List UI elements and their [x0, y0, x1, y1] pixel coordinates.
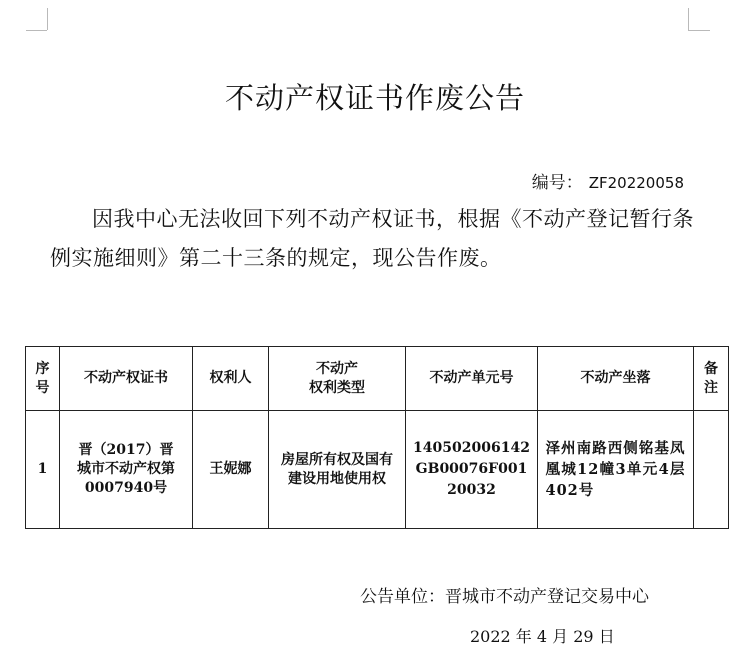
header-location: 不动产坐落 [538, 347, 694, 411]
cell-location: 泽州南路西侧铭基凤凰城12幢3单元4层402号 [538, 411, 694, 529]
cell-unit-number: 140502006142GB00076F00120032 [406, 411, 538, 529]
cell-certificate: 晋（2017）晋城市不动产权第0007940号 [60, 411, 193, 529]
cell-right-type: 房屋所有权及国有建设用地使用权 [269, 411, 406, 529]
crop-mark-top-left-horizontal [26, 30, 47, 31]
document-title: 不动产权证书作废公告 [224, 81, 525, 115]
document-number [532, 168, 684, 193]
issuing-unit: 公告单位：晋城市不动产登记交易中心 [360, 587, 649, 607]
header-holder: 权利人 [193, 347, 269, 411]
crop-mark-top-right-vertical [688, 8, 689, 30]
header-remark: 备注 [694, 347, 729, 411]
table-row [26, 411, 729, 529]
header-right-type: 不动产 权利类型 [269, 347, 406, 411]
table-header-row [26, 347, 729, 411]
cell-serial: 1 [26, 411, 60, 529]
header-serial: 序号 [26, 347, 60, 411]
cell-holder: 王妮娜 [193, 411, 269, 529]
document-number-label: 编号： [531, 173, 583, 193]
header-unit-number: 不动产单元号 [406, 347, 538, 411]
notice-body: 因我中心无法收回下列不动产权证书，根据《不动产登记暂行条例实施细则》第二十三条的规定，现公告作废。 [50, 207, 694, 270]
issue-date: 2022 年 4 月 29 日 [470, 627, 615, 646]
crop-mark-top-right-horizontal [688, 30, 710, 31]
document-number-value: ZF20220058 [588, 174, 684, 192]
cell-remark [694, 411, 729, 529]
header-certificate: 不动产权证书 [60, 347, 193, 411]
crop-mark-top-left-vertical [47, 8, 48, 30]
certificate-table [25, 346, 729, 529]
